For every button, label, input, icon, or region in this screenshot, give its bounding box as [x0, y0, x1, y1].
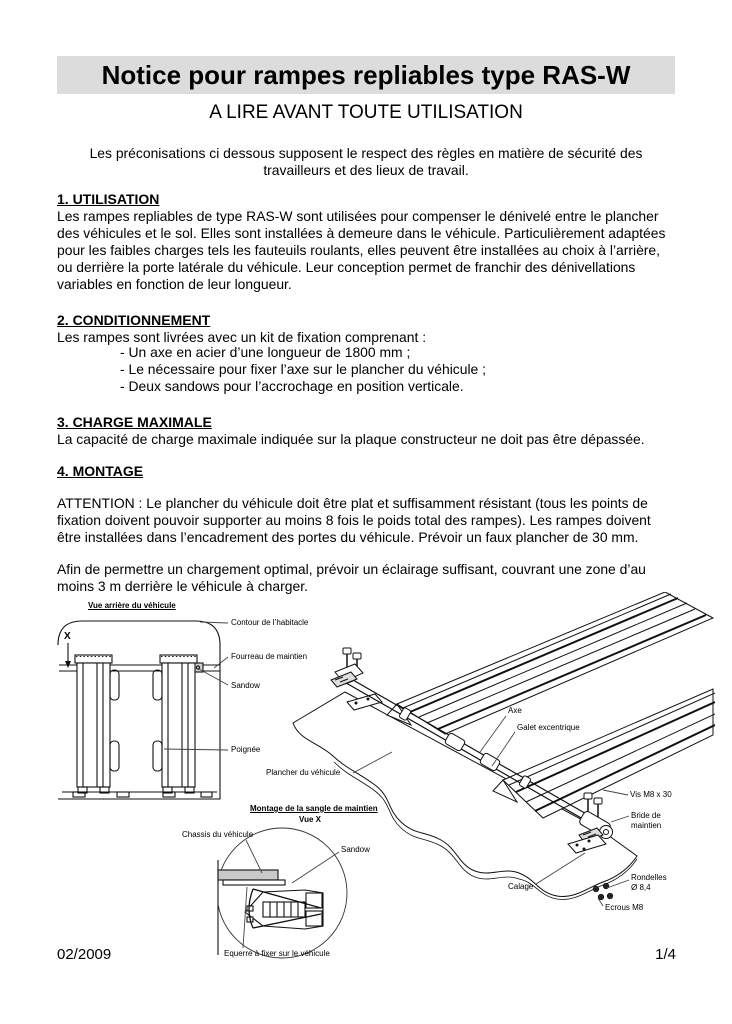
list-item: - Un axe en acier d’une longueur de 1800 mm ;	[120, 344, 411, 360]
montage-lighting-paragraph: Afin de permettre un chargement optimal, prévoir un éclairage suffisant, couvrant une zone d’au moins 3 m derrière le véhicule à charger.	[57, 561, 646, 594]
chassis-bar	[218, 870, 278, 880]
handle	[153, 670, 162, 700]
rear-view-title: Vue arrière du véhicule	[88, 601, 176, 610]
label-chassis: Chassis du véhicule	[182, 830, 254, 839]
handle	[153, 741, 162, 771]
left-bracket	[331, 648, 363, 687]
label-vis-m8: Vis M8 x 30	[630, 790, 672, 799]
label-sandow-detail: Sandow	[341, 845, 370, 854]
washers-and-nuts	[593, 883, 612, 899]
section-utilisation-heading: 1. UTILISATION	[57, 191, 160, 207]
label-bride-maintien: Bride de maintien	[631, 811, 662, 830]
document-subtitle: A LIRE AVANT TOUTE UTILISATION	[209, 102, 523, 123]
section-conditionnement-heading: 2. CONDITIONNEMENT	[57, 312, 211, 328]
montage-attention-paragraph: ATTENTION : Le plancher du véhicule doit être plat et suffisamment résistant (tous les points de fixation doivent pouvoir supporter au moins 8 fois le poids total des rampes). Les rampes doivent être installées dans l’encadrement des portes du véhicule. Prévoir un faux plancher de 30 mm.	[57, 495, 651, 545]
label-ecrous-m8: Ecrous M8	[605, 903, 644, 912]
figure-area	[0, 592, 732, 977]
list-item: - Deux sandows pour l’accrochage en position verticale.	[120, 378, 464, 394]
folded-ramp-right	[153, 655, 197, 793]
page-number: 1/4	[655, 946, 676, 963]
label-contour-habitacle: Contour de l’habitacle	[231, 618, 309, 627]
rear-view-drawing	[55, 613, 225, 805]
section-utilisation-body: Les rampes repliables de type RAS-W sont utilisées pour compenser le dénivelé entre le plancher des véhicules et le sol. Elles sont installées à demeure dans le véhicule. Particulièrement adaptées pour les faibles charges tels les fauteuils roulants, elles peuvent être installées au choix à l’arrière, ou derrière la porte latérale du véhicule. Leur conception permet de franchir des dénivellations variables en fonction de leur longueur.	[57, 208, 666, 292]
section-conditionnement-body: Les rampes sont livrées avec un kit de fixation comprenant :	[57, 329, 427, 345]
label-rondelles: Rondelles Ø 8,4	[631, 873, 667, 892]
label-plancher: Plancher du véhicule	[266, 768, 341, 777]
handle	[110, 741, 119, 771]
strap-detail-drawing	[165, 822, 365, 962]
section-montage-heading: 4. MONTAGE	[57, 463, 144, 479]
mounting-bracket	[223, 880, 285, 885]
document-title: Notice pour rampes repliables type RAS-W	[101, 60, 631, 90]
label-axe: Axe	[508, 706, 522, 715]
ramp-cross-section	[245, 890, 323, 929]
ramp-panel-lower	[493, 689, 715, 818]
label-fourreau: Fourreau de maintien	[231, 652, 308, 661]
section-charge-heading: 3. CHARGE MAXIMALE	[57, 414, 212, 430]
label-equerre: Equerre à fixer sur le véhicule	[224, 949, 330, 958]
folded-ramp-left	[75, 655, 119, 793]
label-sandow: Sandow	[231, 681, 260, 690]
label-galet-excentrique: Galet excentrique	[517, 723, 580, 732]
list-item: - Le nécessaire pour fixer l’axe sur le plancher du véhicule ;	[120, 361, 486, 377]
label-calage: Calage	[508, 882, 534, 891]
view-x-marker	[64, 631, 71, 668]
title-box	[57, 56, 675, 94]
label-poignee: Poignée	[231, 745, 261, 754]
handle	[110, 670, 119, 700]
kit-list	[57, 344, 486, 395]
section-charge-body: La capacité de charge maximale indiquée sur la plaque constructeur ne doit pas être dépassée.	[57, 431, 645, 447]
strap-detail-title: Montage de la sangle de maintien	[250, 804, 378, 813]
x-marker-label: X	[64, 631, 71, 642]
intro-text: Les préconisations ci dessous supposent le respect des règles en matière de sécurité des travailleurs et des lieux de travail.	[89, 145, 643, 178]
footer-date: 02/2009	[57, 946, 112, 963]
strap-detail-view-label: Vue X	[299, 815, 321, 824]
